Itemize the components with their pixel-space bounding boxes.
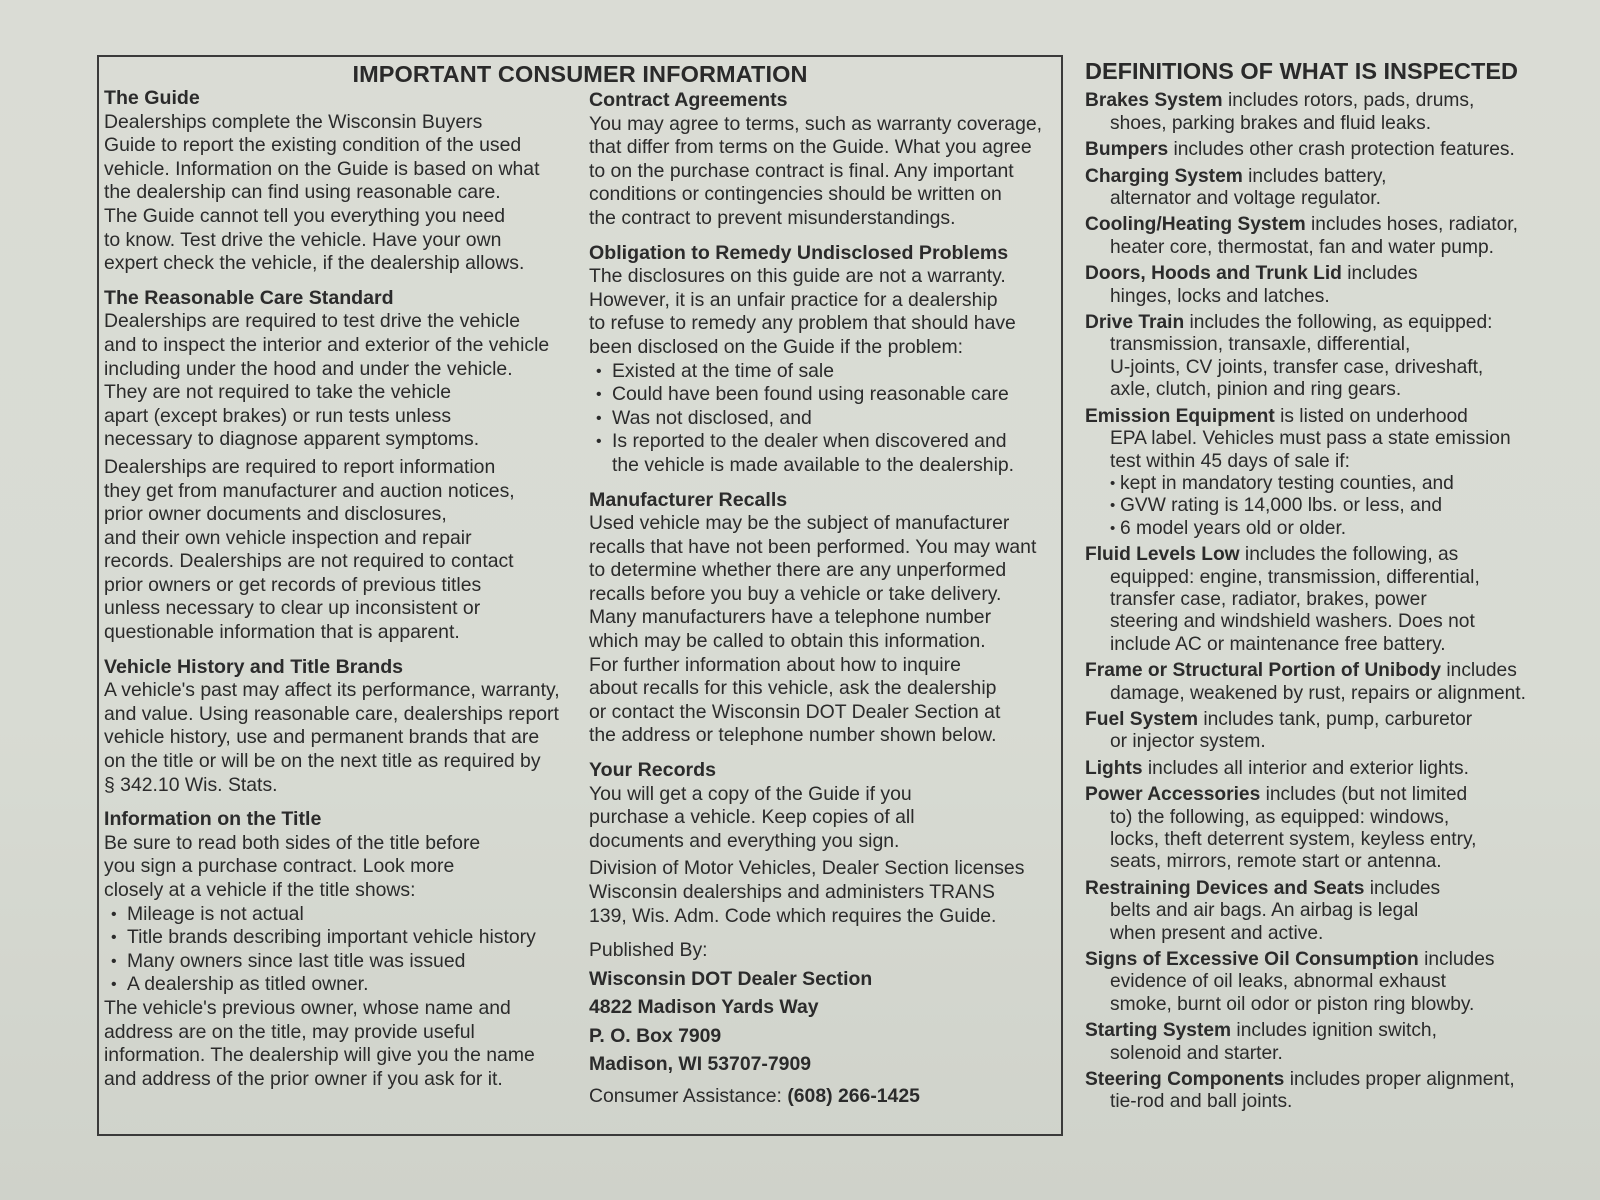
definition-item [1085,166,1585,211]
consumer-assistance-line [589,1085,1059,1109]
definition-term: Bumpers [1085,139,1169,161]
published-by-label: Published By: [589,939,708,962]
section-paragraph: You may agree to terms, such as warranty coverage, that differ from terms on the Guide. What you agree to on the purchase contract is final. Any important conditions or contingencies should be written on the contract to prevent misunderstandings. [589,112,1043,229]
middle-column [589,89,1059,1108]
definition-bullet-list [1110,473,1585,540]
definition-term: Restraining Devices and Seats [1085,877,1365,899]
definition-text: includes other crash protection features. [1168,139,1515,161]
definition-text: includes (but not limited to) the following, as equipped: windows, locks, theft deterrent system, keyless entry, seats, mirrors, remote start or antenna. [1110,784,1477,873]
definition-term: Steering Components [1085,1069,1285,1091]
section-paragraph: Division of Motor Vehicles, Dealer Section licenses Wisconsin dealerships and administers TRANS 139, Wis. Adm. Code which requires the Guide. [589,857,1025,927]
definition-text: includes ignition switch, solenoid and starter. [1110,1020,1437,1064]
section-heading: Vehicle History and Title Brands [104,655,404,678]
section-heading: Manufacturer Recalls [589,488,788,511]
definition-item [1085,544,1585,656]
section-heading: Contract Agreements [589,89,788,111]
definition-term: Charging System [1085,165,1243,187]
section-heading: The Reasonable Care Standard [104,286,394,309]
definition-term: Brakes System [1085,90,1223,112]
definition-term: Drive Train [1085,312,1185,334]
publisher-city: Madison, WI 53707-7909 [589,1053,812,1076]
definition-text: includes the following, as equipped: engine, transmission, differential, transfer case, radiator, brakes, power steering and windshield washers. Does not include AC or maintenance free battery. [1110,544,1480,655]
definition-item [1085,139,1585,161]
definition-term: Signs of Excessive Oil Consumption [1085,949,1419,971]
definition-text: includes proper alignment, tie-rod and ball joints. [1110,1069,1515,1113]
definition-bullet: • 6 model years old or older. [1110,518,1585,540]
section-paragraph: Dealerships are required to report information they get from manufacturer and auction notices, prior owner documents and disclosures, and their own vehicle inspection and repair records. Dealerships are not required to contact prior owners or get records of previous titles unless necessary to clear up inconsistent or questionable information that is apparent. [104,455,515,644]
section-your-records [589,759,1059,928]
publisher-street: 4822 Madison Yards Way [589,996,819,1019]
consumer-information-box [97,55,1063,1136]
section-heading: Information on the Title [104,808,322,831]
list-item: • Mileage is not actual [104,903,579,927]
section-vehicle-history [104,656,579,798]
definition-term: Starting System [1085,1020,1232,1042]
definition-bullet: • kept in mandatory testing counties, and [1110,473,1585,495]
section-paragraph: The vehicle's previous owner, whose name and address are on the title, may provide useful information. The dealership will give you the name and address of the prior owner if you ask for it. [104,996,535,1090]
definition-item [1085,1069,1585,1114]
section-paragraph: You will get a copy of the Guide if you purchase a vehicle. Keep copies of all documents and everything you sign. [589,782,915,852]
list-item: • A dealership as titled owner. [104,973,579,997]
definition-text: includes all interior and exterior lights. [1142,757,1469,779]
list-item: • Title brands describing important vehicle history [104,926,579,950]
section-title-information [104,808,579,1091]
section-paragraph: Used vehicle may be the subject of manufacturer recalls that have not been performed. You may want to determine whether there are any unperformed recalls before you buy a vehicle or take delivery. Many manufacturers have a telephone number which may be called to obtain this information. For further information about how to inquire about recalls for this vehicle, ask the dealership or contact the Wisconsin DOT Dealer Section at the address or telephone number shown below. [589,512,1037,747]
definition-item [1085,660,1585,705]
publisher-block [589,939,1059,1108]
definitions-list [1085,90,1585,1113]
definition-text: includes evidence of oil leaks, abnormal exhaust smoke, burnt oil odor or piston ring blowby. [1110,949,1495,1015]
definition-bullet: • GVW rating is 14,000 lbs. or less, and [1110,495,1585,517]
section-manufacturer-recalls [589,489,1059,749]
definition-item [1085,214,1585,259]
section-heading: Obligation to Remedy Undisclosed Problems [589,241,1009,264]
definition-text: is listed on underhood EPA label. Vehicles must pass a state emission test within 45 days of sale if: [1110,405,1511,472]
bullet-list [589,360,1059,478]
publisher-po-box: P. O. Box 7909 [589,1024,722,1047]
consumer-information-title: IMPORTANT CONSUMER INFORMATION [352,61,808,87]
definition-item [1085,949,1585,1016]
definition-text: includes rotors, pads, drums, shoes, parking brakes and fluid leaks. [1110,90,1475,134]
definition-term: Power Accessories [1085,784,1261,806]
section-paragraph: The disclosures on this guide are not a warranty. However, it is an unfair practice for a dealership to refuse to remedy any problem that should have been disclosed on the Guide if the problem: [589,265,1016,358]
definition-term: Fuel System [1085,708,1199,730]
definition-item [1085,263,1585,308]
section-paragraph: Be sure to read both sides of the title before you sign a purchase contract. Look more closely at a vehicle if the title shows: [104,831,481,901]
consumer-assistance-label: Consumer Assistance: [589,1084,788,1107]
definition-item [1085,878,1585,945]
list-item: • Was not disclosed, and [589,407,1059,431]
section-paragraph: Dealerships complete the Wisconsin Buyers Guide to report the existing condition of the used vehicle. Information on the Guide is based on what the dealership can find using reasonable care. The Guide cannot tell you everything you need to know. Test drive the vehicle. Have your own expert check the vehicle, if the dealership allows. [104,110,540,275]
section-obligation-to-remedy [589,242,1059,478]
definition-item [1085,709,1585,754]
definition-term: Fluid Levels Low [1085,544,1240,566]
list-item: • Many owners since last title was issued [104,950,579,974]
definition-text: includes damage, weakened by rust, repairs or alignment. [1110,660,1526,704]
definitions-title: DEFINITIONS OF WHAT IS INSPECTED [1085,58,1519,84]
definition-item [1085,1020,1585,1065]
section-the-guide [104,87,579,276]
publisher-name: Wisconsin DOT Dealer Section [589,967,873,990]
list-item: • Is reported to the dealer when discovered and the vehicle is made available to the dealership. [589,430,1059,477]
definition-text: includes belts and air bags. An airbag is legal when present and active. [1110,877,1441,944]
section-paragraph: A vehicle's past may affect its performance, warranty, and value. Using reasonable care, dealerships report vehicle history, use and permanent brands that are on the title or will be on the next title as required by § 342.10 Wis. Stats. [104,679,560,796]
definition-item [1085,406,1585,540]
definition-item [1085,312,1585,402]
definition-item [1085,90,1585,135]
section-reasonable-care [104,287,579,645]
list-item: • Could have been found using reasonable care [589,383,1059,407]
definition-term: Frame or Structural Portion of Unibody [1085,660,1442,682]
definition-term: Doors, Hoods and Trunk Lid [1085,263,1342,285]
definition-text: includes hoses, radiator, heater core, thermostat, fan and water pump. [1110,214,1518,258]
section-paragraph: Dealerships are required to test drive the vehicle and to inspect the interior and exterior of the vehicle including under the hood and under the vehicle. They are not required to take the vehicle apart (except brakes) or run tests unless necessary to diagnose apparent symptoms. [104,310,550,451]
definition-term: Cooling/Heating System [1085,214,1306,236]
definition-term: Lights [1085,757,1143,779]
section-heading: Your Records [589,759,717,782]
definitions-panel [1085,60,1585,1118]
definition-text: includes the following, as equipped: transmission, transaxle, differential, U-joints, CV joints, transfer case, driveshaft, axle, clutch, pinion and ring gears. [1110,312,1493,401]
definition-item [1085,784,1585,874]
left-column [104,87,579,1102]
bullet-list [104,903,579,997]
definition-term: Emission Equipment [1085,405,1275,427]
section-contract-agreements [589,89,1059,231]
consumer-assistance-phone: (608) 266-1425 [787,1084,920,1107]
definition-text: includes battery, alternator and voltage regulator. [1110,165,1387,210]
definition-text: includes hinges, locks and latches. [1110,263,1418,307]
section-heading: The Guide [104,87,200,109]
list-item: • Existed at the time of sale [589,360,1059,384]
definition-text: includes tank, pump, carburetor or injector system. [1110,708,1473,753]
definition-item [1085,758,1585,780]
